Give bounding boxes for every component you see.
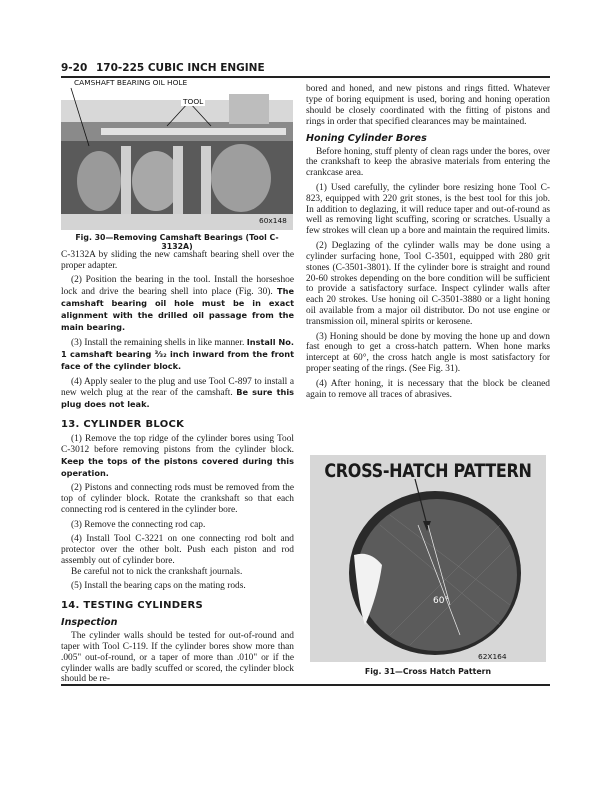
paragraph-text: (1) Remove the top ridge of the cylinder bores using Tool C-3012 before removing pistons from the cylinder block. bbox=[61, 434, 294, 456]
photo-id: 62X164 bbox=[478, 652, 507, 661]
section-heading-14: 14. TESTING CYLINDERS bbox=[61, 599, 204, 611]
paragraph: C-3132A by sliding the new camshaft bearing shell over the proper adapter. bbox=[61, 250, 294, 271]
left-column bbox=[61, 250, 294, 689]
section-heading-13: 13. CYLINDER BLOCK bbox=[61, 419, 185, 431]
paragraph-bold: The camshaft bearing oil hole must be in exact alignment with the drilled oil passage from the main bearing. bbox=[61, 286, 294, 332]
paragraph: (4) Install Tool C-3221 on one connecting rod bolt and protector over the other bolt. Push each piston and rod assembly out of cylinder bore. bbox=[61, 533, 294, 566]
paragraph-text: (3) Install the remaining shells in like manner. bbox=[71, 338, 247, 349]
right-column bbox=[306, 84, 550, 404]
paragraph-bold: Install No. 1 camshaft bearing ³⁄₃₂ inch inward from the front face of the cylinder block. bbox=[61, 337, 295, 372]
label-tool: TOOL bbox=[183, 97, 204, 106]
paragraph: (3) Remove the connecting rod cap. bbox=[71, 519, 206, 530]
subheading-honing: Honing Cylinder Bores bbox=[306, 132, 427, 144]
page-header bbox=[61, 62, 550, 78]
paragraph: (5) Install the bearing caps on the mating rods. bbox=[71, 581, 246, 592]
paragraph: (2) Deglazing of the cylinder walls may be done using a cylinder surfacing hone, Tool C-3501, equipped with 280 grit stones (C-3501-3801). If the cylinder bore is straight and round 20-60 strokes depending on the bore condition will be sufficient to provide a satisfactory surface. Inspect cylinder walls after each 20 strokes. Use honing oil C-3501-3880 or a light honing oil available from a major oil distributor. Do not use engine or transmission oil, mineral spirits or kerosene. bbox=[306, 240, 550, 328]
paragraph bbox=[61, 377, 294, 412]
page-title: 170-225 CUBIC INCH ENGINE bbox=[96, 62, 265, 74]
paragraph: (1) Used carefully, the cylinder bore resizing hone Tool C-823, equipped with 220 grit stones, is the best tool for this job. In addition to deglazing, it will reduce taper and out-of-round as well as removing light scuffing, scoring or scratches. Usually a few strokes will clean up a bore and maintain the required limits. bbox=[306, 182, 550, 237]
paragraph-bold: Keep the tops of the pistons covered during this operation. bbox=[61, 456, 294, 478]
paragraph: The cylinder walls should be tested for out-of-round and taper with Tool C-119. If the cylinder bores show more than .005" out-of-round, or a taper of more than .010" or if the cylinder walls are badly scuffed or scored, the cylinder block should be re- bbox=[61, 630, 294, 685]
paragraph bbox=[61, 275, 294, 334]
paragraph-bold: Be sure this plug does not leak. bbox=[61, 387, 294, 410]
figure-30-photo bbox=[61, 86, 293, 230]
paragraph: (3) Honing should be done by moving the hone up and down fast enough to get a cross-hatch pattern. When hone marks intercept at 60°, the cross hatch angle is most satisfactory for proper seating of the rings. (See Fig. 31). bbox=[306, 331, 550, 375]
paragraph: (2) Pistons and connecting rods must be removed from the top of cylinder block. Rotate the crankshaft so that each connecting rod is centered in the cylinder bore. bbox=[61, 483, 294, 516]
page-number: 9-20 bbox=[61, 62, 88, 74]
paragraph: Before honing, stuff plenty of clean rags under the bores, over the crankshaft to keep the abrasive materials from entering the crankcase area. bbox=[306, 146, 550, 179]
angle-label: 60° bbox=[433, 596, 449, 606]
cylinder-bore-photo bbox=[310, 455, 546, 662]
paragraph-text: (4) Apply sealer to the plug and use Tool C-897 to install a new welch plug at the rear of the camshaft. bbox=[61, 376, 294, 399]
paragraph: (4) After honing, it is necessary that the block be cleaned again to remove all traces of abrasives. bbox=[306, 378, 550, 400]
page-bottom-rule bbox=[61, 684, 550, 686]
figure-31-caption: Fig. 31—Cross Hatch Pattern bbox=[364, 667, 492, 676]
figure-30-caption: Fig. 30—Removing Camshaft Bearings (Tool C-3132A) bbox=[75, 233, 279, 251]
paragraph bbox=[61, 337, 294, 373]
photo-id: 60x148 bbox=[259, 216, 287, 225]
label-camshaft-oil-hole: CAMSHAFT BEARING OIL HOLE bbox=[74, 78, 188, 87]
figure-31-photo bbox=[310, 455, 546, 662]
paragraph: bored and honed, and new pistons and rings fitted. Whatever type of boring equipment is used, boring and honing operation should be closely coordinated with the fitting of pistons and rings in order that specified clearances may be maintained. bbox=[306, 84, 550, 127]
paragraph-text: (2) Position the bearing in the tool. Install the horseshoe lock and drive the bearing shell into place (Fig. 30). bbox=[61, 275, 294, 298]
subheading-inspection: Inspection bbox=[61, 616, 118, 628]
paragraph bbox=[61, 434, 294, 480]
figure-31-title: CROSS-HATCH PATTERN bbox=[324, 459, 532, 482]
camshaft-bearing-photo bbox=[61, 86, 293, 230]
paragraph: Be careful not to nick the crankshaft journals. bbox=[71, 566, 243, 577]
